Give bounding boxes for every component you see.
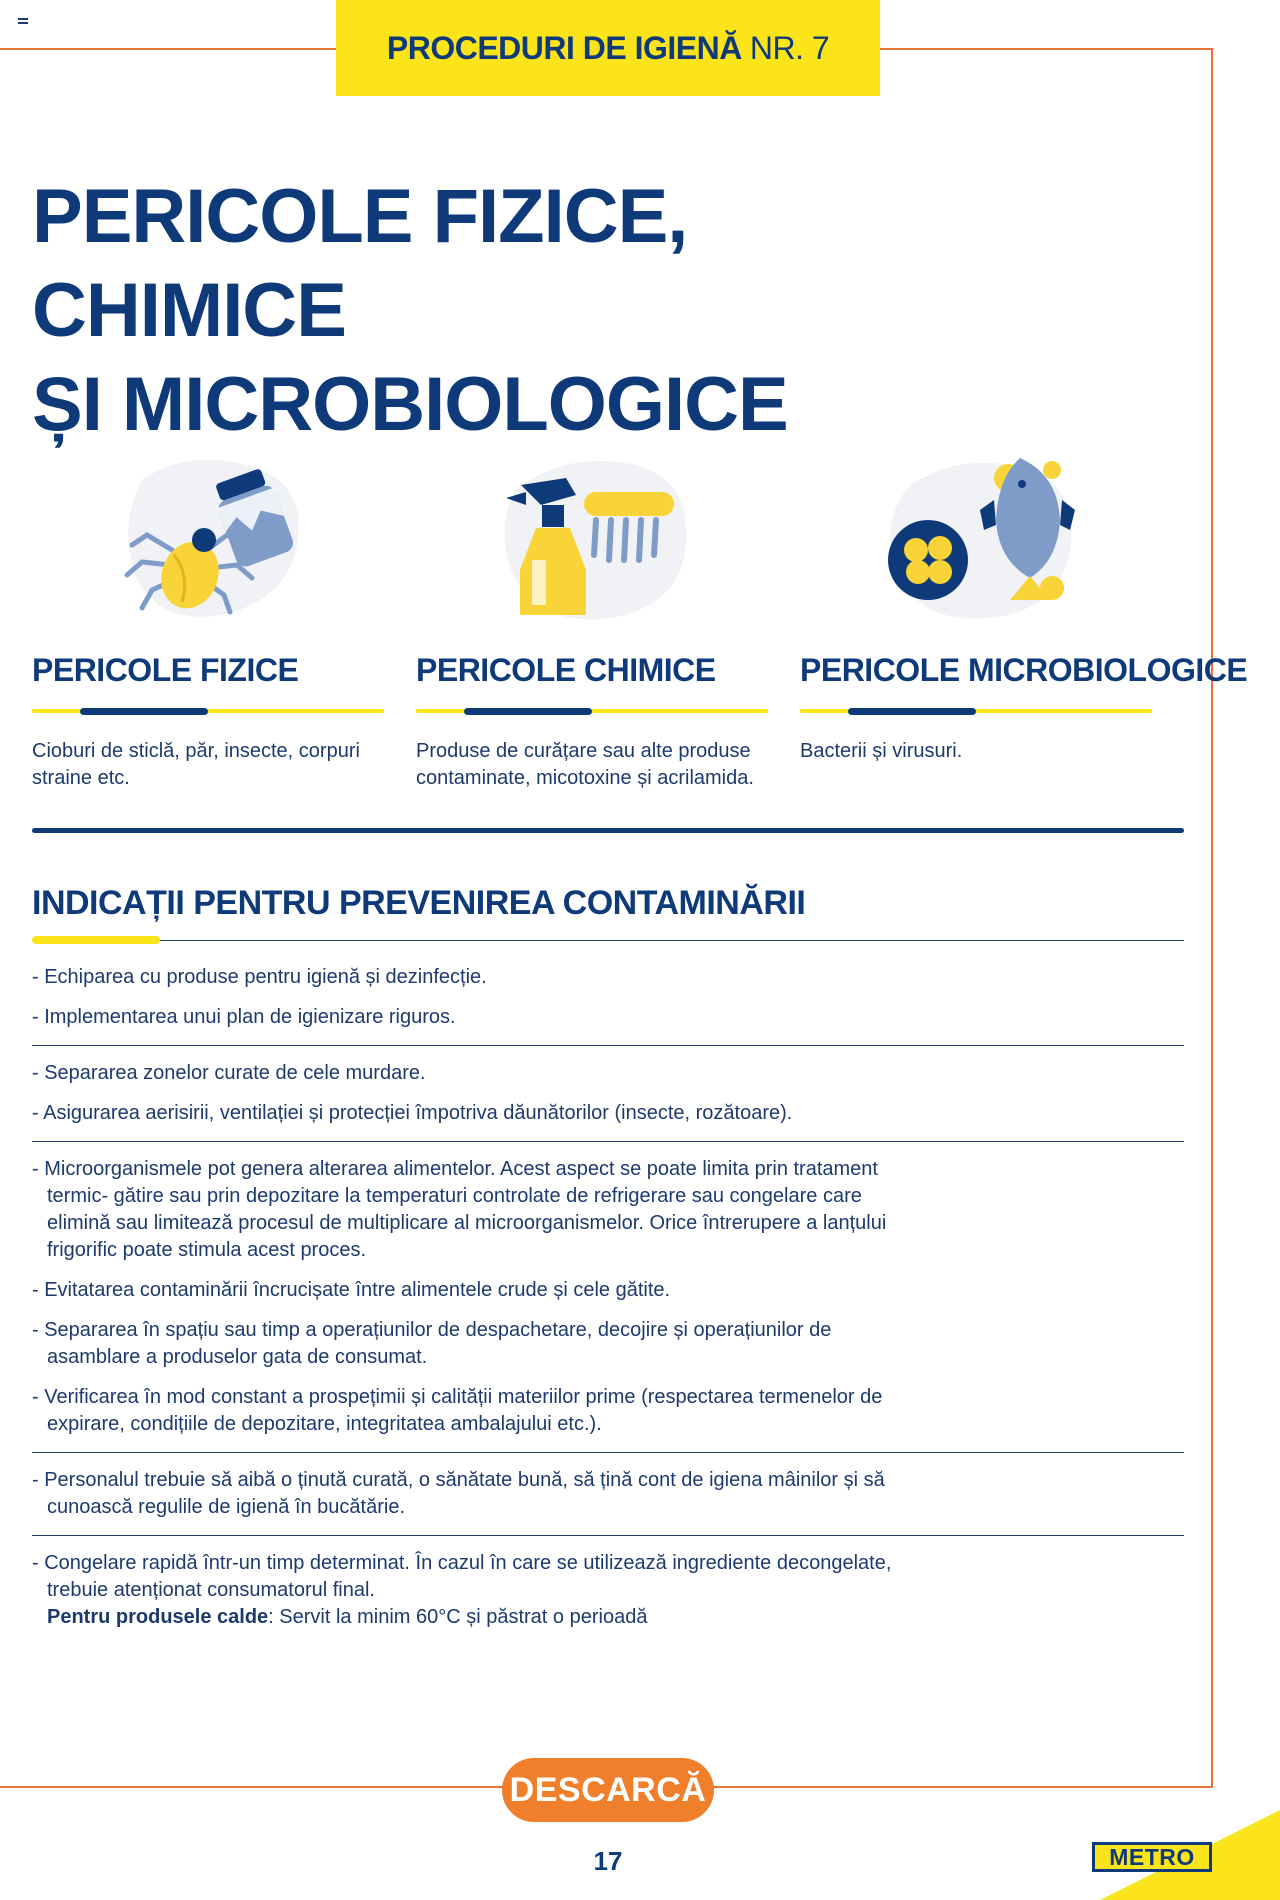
- microbe-and-fish-icon: [880, 450, 1080, 630]
- hazard-description: Produse de curățare sau alte produse contaminate, micotoxine și acrilamida.: [416, 740, 754, 789]
- top-banner: [336, 0, 880, 96]
- list-item: [32, 1550, 907, 1631]
- tip-group: [32, 1142, 1184, 1453]
- freezing-text: - Congelare rapidă într-un timp determinat. În cazul în care se utilizează ingrediente decongelate, trebuie atenționat consumatorul final.: [32, 1552, 892, 1601]
- list-item: - Separarea zonelor curate de cele murdare.: [32, 1062, 426, 1084]
- banner-number: NR. 7: [749, 29, 830, 66]
- hazard-description: Cioburi de sticlă, păr, insecte, corpuri straine etc.: [32, 740, 360, 789]
- metro-logo[interactable]: METRO: [1092, 1842, 1212, 1872]
- hazard-title: PERICOLE FIZICE: [32, 652, 299, 688]
- list-item: - Asigurarea aerisirii, ventilației și protecției împotriva dăunătorilor (insecte, rozătoare).: [32, 1102, 793, 1124]
- bug-and-broken-glass-icon: [112, 450, 312, 630]
- prevention-list: [32, 950, 1184, 1645]
- page-title: [32, 170, 932, 452]
- list-item: - Personalul trebuie să aibă o ținută curată, o sănătate bună, să țină cont de igiena mâinilor și să cunoască regulile de igienă în bucătărie.: [32, 1469, 885, 1518]
- tip-group: [32, 950, 1184, 1046]
- hazard-underline: [416, 708, 768, 714]
- hot-products-text: : Servit la minim 60°C și păstrat o perioadă: [268, 1606, 648, 1628]
- menu-icon[interactable]: [18, 18, 28, 26]
- hazard-description: Bacterii și virusuri.: [800, 740, 963, 762]
- prevention-title-underline: [32, 940, 1184, 941]
- hot-products-label: Pentru produsele calde: [47, 1606, 269, 1628]
- download-button[interactable]: DESCARCĂ: [502, 1758, 714, 1822]
- section-divider: [32, 828, 1184, 833]
- tip-group: [32, 1453, 1184, 1536]
- list-item: - Implementarea unui plan de igienizare riguros.: [32, 1006, 456, 1028]
- hazard-physical: [32, 450, 384, 792]
- list-item: - Verificarea în mod constant a prospețimii și calității materiilor prime (respectarea termenelor de expirare, condițiile de depozitare, integritatea ambalajului etc.).: [32, 1386, 883, 1435]
- list-item: - Echiparea cu produse pentru igienă și dezinfecție.: [32, 966, 487, 988]
- hazard-title: PERICOLE CHIMICE: [416, 652, 716, 688]
- list-item: - Evitatarea contaminării încrucișate între alimentele crude și cele gătite.: [32, 1279, 671, 1301]
- list-item: - Microorganismele pot genera alterarea alimentelor. Acest aspect se poate limita prin tratament termic- gătire sau prin depozitare la temperaturi controlate de refrigerare sau congelare care elimină sau limitează procesul de multiplicare al microorganismelor. Orice întrerupere a lanțului frigorific poate stimula acest proces.: [32, 1158, 887, 1261]
- tip-group: [32, 1536, 1184, 1645]
- hazard-underline: [32, 708, 384, 714]
- title-line-1: PERICOLE FIZICE, CHIMICE: [32, 174, 688, 353]
- hazard-microbiological: [800, 450, 1248, 765]
- page-number: 17: [593, 1846, 623, 1876]
- banner-title: PROCEDURI DE IGIENĂ: [386, 29, 742, 66]
- prevention-title: INDICAȚII PENTRU PREVENIREA CONTAMINĂRII: [32, 884, 806, 922]
- list-item: - Separarea în spațiu sau timp a operațiunilor de despachetare, decojire și operațiunilor de asamblare a produselor gata de consumat.: [32, 1319, 832, 1368]
- title-line-2: ȘI MICROBIOLOGICE: [32, 362, 788, 447]
- hazard-title: PERICOLE MICROBIOLOGICE: [800, 652, 1248, 688]
- spray-bottle-and-brush-icon: [496, 450, 696, 630]
- tip-group: [32, 1046, 1184, 1142]
- hazard-underline: [800, 708, 1152, 714]
- hazard-chemical: [416, 450, 768, 792]
